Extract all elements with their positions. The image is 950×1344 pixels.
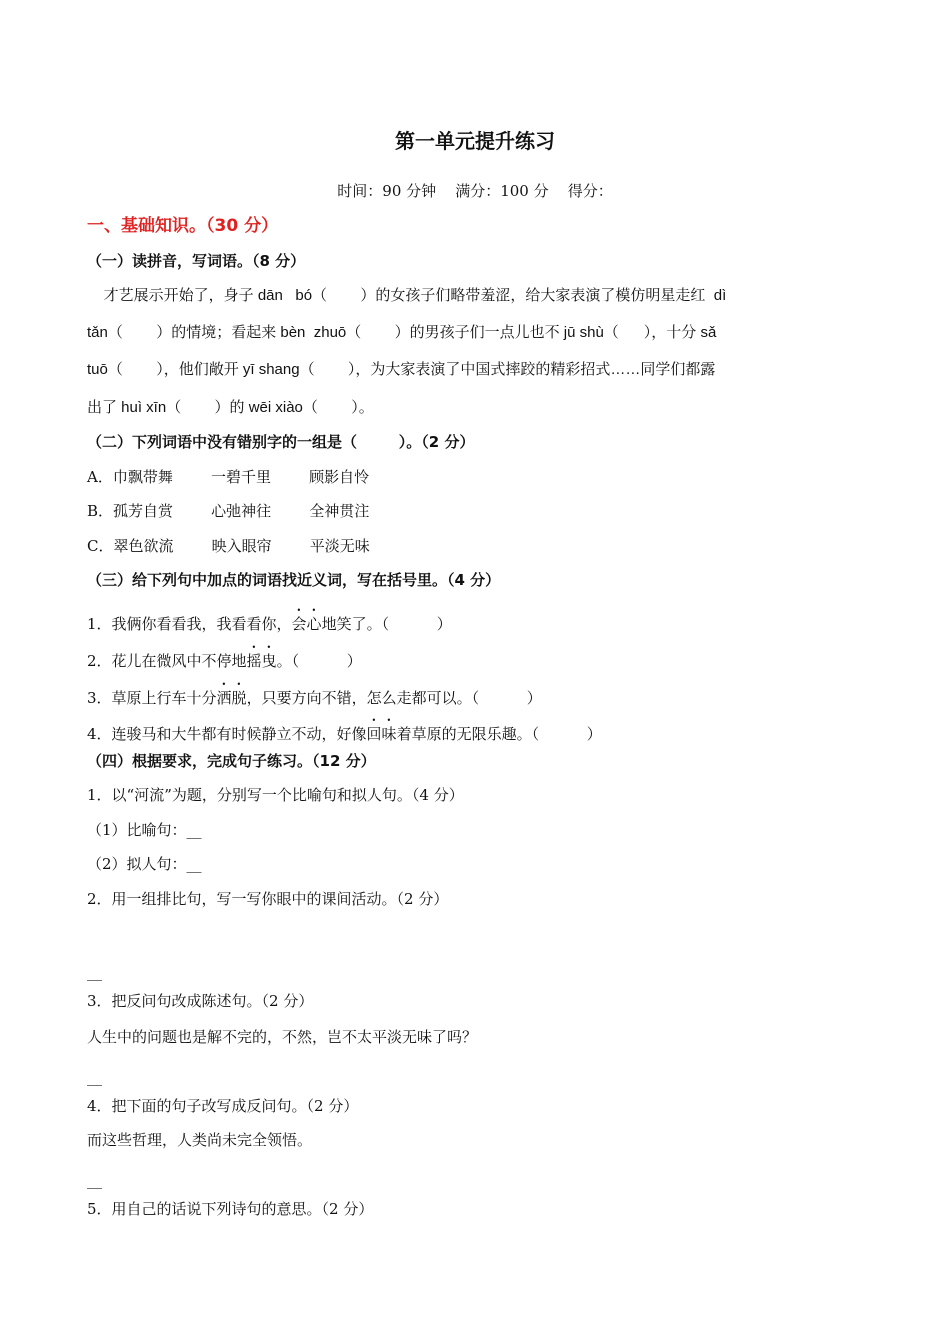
text: 2．花儿在微风中不停地 xyxy=(87,652,247,670)
answer-line: __ xyxy=(87,1068,102,1086)
part-heading: （二）下列词语中没有错别字的一组是（ ）。（2 分） xyxy=(87,433,475,451)
paragraph-line: 出了 huì xīn（ ）的 wēi xiào（ ）。 xyxy=(87,399,374,416)
emphasized-word: 会心 xyxy=(291,615,322,633)
emphasized-word: 洒脱 xyxy=(216,689,247,707)
emphasized-word: 摇曳 xyxy=(246,652,277,670)
question-item xyxy=(87,680,542,708)
question-line: 3．把反问句改成陈述句。（2 分） xyxy=(87,992,314,1010)
text: 3．草原上行车十分 xyxy=(87,689,217,707)
section-heading: 一、基础知识。（30 分） xyxy=(87,216,279,236)
paragraph-line: tuō（ ），他们敞开 yī shang（ ），为大家表演了中国式摔跤的精彩招式……同学们都露 xyxy=(87,361,716,378)
text: ，只要方向不错，怎么走都可以。（ ） xyxy=(246,689,542,707)
part-heading: （四）根据要求，完成句子练习。（12 分） xyxy=(87,752,376,770)
question-item xyxy=(87,716,602,744)
text: 地笑了。（ ） xyxy=(321,615,452,633)
text: 着草原的无限乐趣。（ ） xyxy=(396,725,602,743)
part-heading: （三）给下列句中加点的词语找近义词，写在括号里。（4 分） xyxy=(87,571,501,589)
question-line: 2．用一组排比句，写一写你眼中的课间活动。（2 分） xyxy=(87,890,449,908)
answer-line: （2）拟人句：__ xyxy=(87,855,202,873)
page-title: 第一单元提升练习 xyxy=(395,129,555,153)
answer-line: （1）比喻句：__ xyxy=(87,821,202,839)
text: 。（ ） xyxy=(276,652,362,670)
option-c: C．翠色欲流 映入眼帘 平淡无味 xyxy=(87,537,370,555)
question-line: 4．把下面的句子改写成反问句。（2 分） xyxy=(87,1097,359,1115)
text: 1．我俩你看看我，我看看你， xyxy=(87,615,292,633)
question-line: 1．以“河流”为题，分别写一个比喻句和拟人句。（4 分） xyxy=(87,786,464,804)
option-b: B．孤芳自赏 心弛神往 全神贯注 xyxy=(87,502,370,520)
paragraph-line: tǎn（ ）的情境；看起来 bèn zhuō（ ）的男孩子们一点儿也不 jū shù（ ），十分 sǎ xyxy=(87,324,717,341)
emphasized-word: 回味 xyxy=(366,725,397,743)
question-item xyxy=(87,606,452,634)
option-a: A．巾飘带舞 一碧千里 顾影自怜 xyxy=(87,468,370,486)
part-heading: （一）读拼音，写词语。（8 分） xyxy=(87,252,306,270)
question-line: 而这些哲理，人类尚未完全领悟。 xyxy=(87,1131,313,1149)
question-line: 人生中的问题也是解不完的，不然，岂不太平淡无味了吗？ xyxy=(87,1028,478,1046)
answer-line: __ xyxy=(87,1171,102,1189)
question-line: 5．用自己的话说下列诗句的意思。（2 分） xyxy=(87,1200,374,1218)
exam-info: 时间：90 分钟 满分：100 分 得分： xyxy=(337,182,613,200)
text: 4．连骏马和大牛都有时候静立不动，好像 xyxy=(87,725,367,743)
answer-line: __ xyxy=(87,963,102,981)
question-item xyxy=(87,643,362,671)
paragraph-line: 才艺展示开始了，身子 dān bó（ ）的女孩子们略带羞涩，给大家表演了模仿明星走红 dì xyxy=(87,287,727,304)
